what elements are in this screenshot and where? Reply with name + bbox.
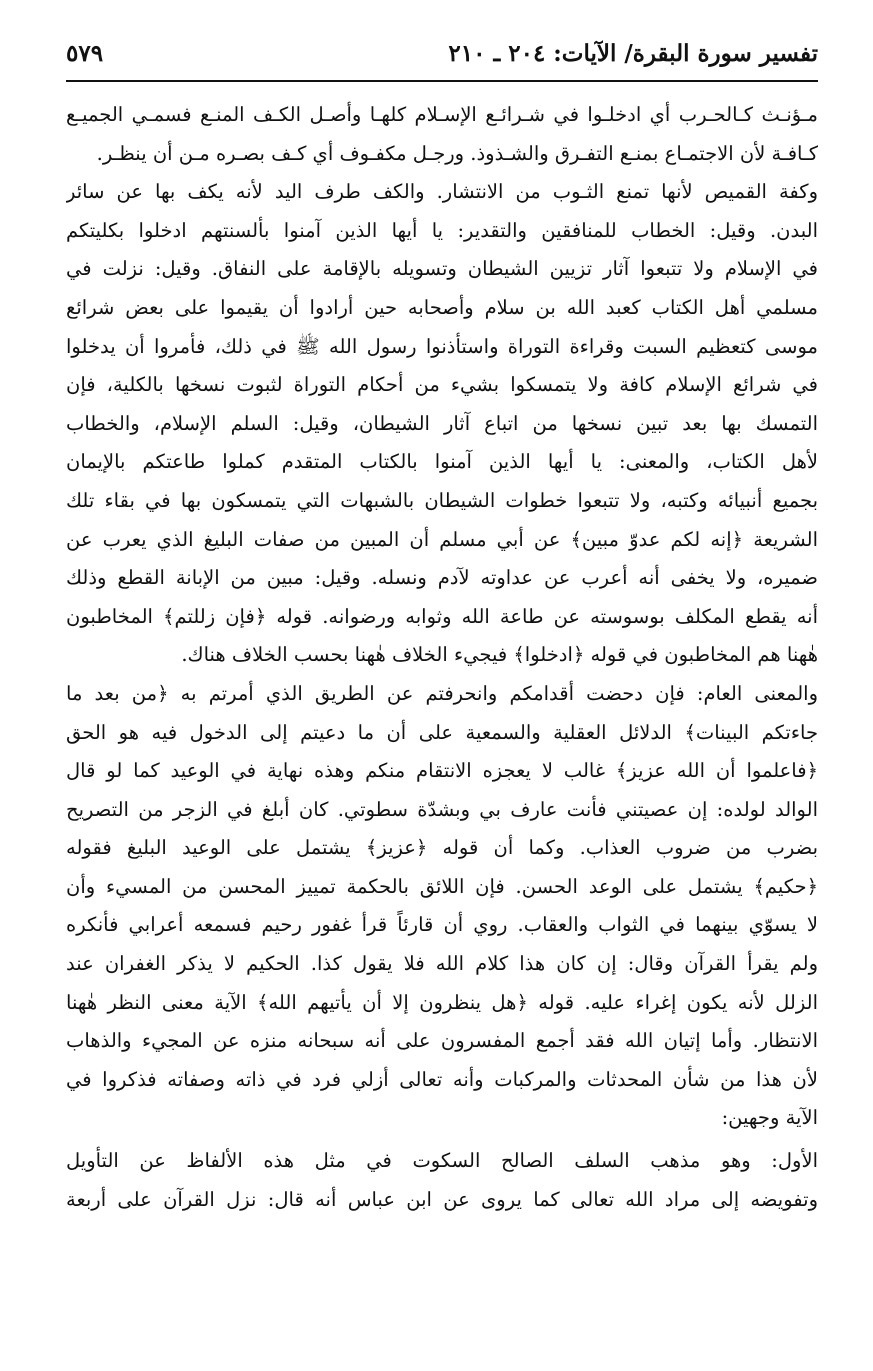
- body-text: [66, 96, 818, 1219]
- text-line: ﴿حكيم﴾ يشتمل على الوعد الحسن. فإن اللائق بالحكمة تمييز المحسن من المسيء وأن: [66, 874, 818, 898]
- text-line: الشريعة ﴿إنه لكم عدوّ مبين﴾ عن أبي مسلم أن المبين من صفات البليغ الذي يعرب عن: [66, 527, 818, 551]
- header-rule: [66, 80, 818, 82]
- text-line: الوالد لولده: إن عصيتني فأنت عارف بي وبشدّة سطوتي. كان أبلغ في الزجر من التصريح: [66, 797, 818, 821]
- page-number: ٥٧٩: [66, 40, 104, 67]
- page-header: [66, 36, 818, 80]
- text-line: التمسك بها بعد تبين نسخها من اتباع آثار الشيطان، وقيل: السلم الإسلام، والخطاب: [66, 411, 818, 435]
- text-line: في الإسلام ولا تتبعوا آثار تزيين الشيطان وتسويله بالإقامة على النفاق. وقيل: نزلت في: [66, 257, 818, 281]
- text-line: مـؤنـث كـالحـرب أي ادخلـوا في شـرائـع الإسـلام كلهـا وأصـل الكـف المنـع فسمـي الجميـع: [66, 103, 818, 126]
- text-line: هٰهنا هم المخاطبون في قوله ﴿ادخلوا﴾ فيجيء الخلاف هٰهنا بحسب الخلاف هناك.: [181, 643, 818, 667]
- text-line: الانتظار. وأما إتيان الله فقد أجمع المفسرون على أنه سبحانه منزه عن المجيء والذهاب: [66, 1029, 818, 1053]
- text-line: بجميع أنبيائه وكتبه، ولا تتبعوا خطوات الشيطان بالشبهات التي يتمسكون بها في بقاء تلك: [66, 488, 818, 512]
- text-line: الآية وجهين:: [721, 1106, 818, 1130]
- text-line: كـافـة لأن الاجتمـاع بمنـع التفـرق والشـذوذ. ورجـل مكفـوف أي كـف بصـره مـن أن ينظـر.: [96, 141, 818, 165]
- text-line: الزلل لأنه يكون إغراء عليه. قوله ﴿هل ينظرون إلا أن يأتيهم الله﴾ الآية معنى النظر هٰهنا: [66, 990, 818, 1014]
- text-line: موسى كتعظيم السبت وقراءة التوراة واستأذنوا رسول الله ﷺ في ذلك، فأمروا أن يدخلوا: [66, 334, 818, 358]
- text-line: وتفويضه إلى مراد الله تعالى كما يروى عن ابن عباس أنه قال: نزل القرآن على أربعة: [66, 1187, 818, 1211]
- text-line: الأول: وهو مذهب السلف الصالح السكوت في مثل هذه الألفاظ عن التأويل: [66, 1149, 818, 1173]
- running-title: تفسير سورة البقرة/ الآيات: ٢٠٤ ـ ٢١٠: [448, 40, 818, 67]
- text-line: في شرائع الإسلام كافة ولا يتمسكوا بشيء من أحكام التوراة لثبوت نسخها بالكلية، فإن: [66, 373, 818, 397]
- text-line: لا يسوّي بينهما في الثواب والعقاب. روي أن قارئاً قرأ غفور رحيم فسمعه أعرابي فأنكره: [66, 913, 818, 937]
- text-line: ولم يقرأ القرآن وقال: إن كان هذا كلام الله فلا يقول كذا. الحكيم لا يذكر الغفران عند: [66, 952, 818, 976]
- text-line: جاءتكم البينات﴾ الدلائل العقلية والسمعية على أن ما دعيتم إلى الدخول فيه هو الحق: [66, 720, 818, 744]
- text-line: والمعنى العام: فإن دحضت أقدامكم وانحرفتم عن الطريق الذي أمرتم به ﴿من بعد ما: [66, 681, 818, 705]
- text-line: البدن. وقيل: الخطاب للمنافقين والتقدير: يا أيها الذين آمنوا بألسنتهم ادخلوا بكليتكم: [66, 218, 818, 242]
- text-line: بضرب من ضروب العذاب. وكما أن قوله ﴿عزيز﴾ يشتمل على الوعيد البليغ فقوله: [66, 836, 818, 860]
- text-line: ﴿فاعلموا أن الله عزيز﴾ غالب لا يعجزه الانتقام منكم وهذه نهاية في الوعيد كما لو قال: [66, 759, 818, 783]
- text-line: وكفة القميص لأنها تمنع الثـوب من الانتشار. والكف طرف اليد لأنه يكف بها عن سائر: [66, 180, 818, 204]
- text-line: أنه يقطع المكلف بوسوسته عن طاعة الله وثوابه ورضوانه. قوله ﴿فإن زللتم﴾ المخاطبون: [66, 604, 818, 628]
- text-line: لأهل الكتاب، والمعنى: يا أيها الذين آمنوا بالكتاب المتقدم كملوا طاعتكم بالإيمان: [66, 450, 818, 474]
- text-line: لأن هذا من شأن المحدثات والمركبات وأنه تعالى أزلي فرد في ذاته وصفاته فذكروا في: [66, 1067, 818, 1091]
- text-line: مسلمي أهل الكتاب كعبد الله بن سلام وأصحابه حين أرادوا أن يقيموا على بعض شرائع: [66, 295, 818, 319]
- text-line: ضميره، ولا يخفى أنه أعرب عن عداوته لآدم ونسله. وقيل: مبين من الإبانة القطع وذلك: [66, 566, 818, 590]
